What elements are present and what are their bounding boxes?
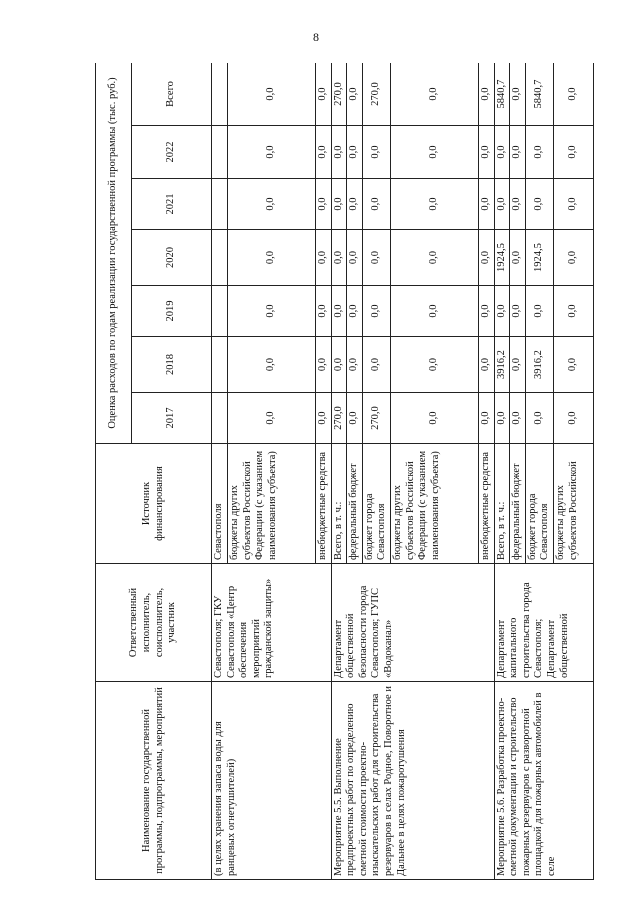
header-year: 2020 [132, 230, 212, 286]
funding-source: федеральный бюджет [510, 444, 526, 564]
total-cell: 0,0 [478, 63, 494, 126]
funding-source: бюджеты других субъектов Российской [553, 444, 593, 564]
funding-source: бюджеты других субъектов Российской Федерации (с указанием наименования субъекта) [390, 444, 478, 564]
value-cell: 0,0 [362, 286, 390, 337]
header-estimate: Оценка расходов по годам реализации государственной программы (тыс. руб.) [96, 63, 132, 444]
value-cell: 0,0 [525, 286, 553, 337]
value-cell: 0,0 [228, 230, 316, 286]
value-cell: 0,0 [478, 179, 494, 230]
value-cell: 0,0 [525, 393, 553, 444]
value-cell [212, 230, 228, 286]
value-cell: 0,0 [553, 337, 593, 393]
value-cell: 0,0 [390, 337, 478, 393]
total-cell: 0,0 [390, 63, 478, 126]
total-cell: 0,0 [316, 63, 332, 126]
value-cell: 1924,5 [525, 230, 553, 286]
value-cell: 0,0 [553, 286, 593, 337]
header-name: Наименование государственной программы, подпрограммы, мероприятий [96, 682, 212, 880]
value-cell: 0,0 [390, 286, 478, 337]
value-cell: 3916,2 [525, 337, 553, 393]
value-cell: 0,0 [228, 179, 316, 230]
value-cell [212, 179, 228, 230]
header-executor: Ответственный исполнитель, соисполнитель, участник [96, 564, 212, 682]
funding-source: Всего, в т. ч.: [494, 444, 510, 564]
value-cell: 0,0 [228, 286, 316, 337]
value-cell: 0,0 [347, 286, 363, 337]
value-cell: 270,0 [331, 393, 347, 444]
value-cell: 0,0 [362, 126, 390, 179]
value-cell: 0,0 [553, 179, 593, 230]
value-cell: 0,0 [510, 286, 526, 337]
value-cell: 0,0 [390, 179, 478, 230]
value-cell: 0,0 [331, 337, 347, 393]
value-cell: 0,0 [525, 179, 553, 230]
funding-source: внебюджетные средства [478, 444, 494, 564]
value-cell: 0,0 [390, 126, 478, 179]
total-cell: 0,0 [553, 63, 593, 126]
value-cell: 0,0 [510, 337, 526, 393]
value-cell: 0,0 [331, 286, 347, 337]
header-year: 2021 [132, 179, 212, 230]
rotated-table-region [95, 63, 620, 880]
activity-executor: Севастополя; ГКУ Севастополя «Центр обеспечения мероприятий гражданской защиты» [212, 564, 332, 682]
value-cell: 0,0 [510, 126, 526, 179]
value-cell: 0,0 [553, 230, 593, 286]
header-year: 2017 [132, 393, 212, 444]
value-cell: 0,0 [316, 179, 332, 230]
value-cell: 0,0 [478, 393, 494, 444]
value-cell: 0,0 [228, 126, 316, 179]
value-cell: 0,0 [228, 337, 316, 393]
activity-name: Мероприятие 5.6. Разработка проектно-сметной документации и строительство пожарных резервуаров с разворотной площадкой для пожарных автомобилей в селе [494, 682, 593, 880]
value-cell: 0,0 [362, 230, 390, 286]
total-cell: 0,0 [347, 63, 363, 126]
total-cell: 270,0 [362, 63, 390, 126]
value-cell [212, 393, 228, 444]
funding-source: федеральный бюджет [347, 444, 363, 564]
value-cell [212, 286, 228, 337]
value-cell: 0,0 [316, 286, 332, 337]
value-cell: 0,0 [347, 393, 363, 444]
value-cell: 0,0 [347, 230, 363, 286]
value-cell [212, 126, 228, 179]
total-cell: 270,0 [331, 63, 347, 126]
value-cell: 0,0 [494, 179, 510, 230]
value-cell: 0,0 [390, 230, 478, 286]
value-cell: 0,0 [390, 393, 478, 444]
value-cell: 0,0 [316, 230, 332, 286]
value-cell: 0,0 [510, 230, 526, 286]
value-cell: 0,0 [362, 337, 390, 393]
funding-source: Всего, в т. ч.: [331, 444, 347, 564]
value-cell: 0,0 [525, 126, 553, 179]
funding-source: внебюджетные средства [316, 444, 332, 564]
funding-source: Севастополя [212, 444, 228, 564]
total-cell: 0,0 [510, 63, 526, 126]
rotated-table-canvas [95, 63, 620, 880]
funding-source: бюджет города Севастополя [362, 444, 390, 564]
header-year: 2022 [132, 126, 212, 179]
funding-source: бюджеты других субъектов Российской Федерации (с указанием наименования субъекта) [228, 444, 316, 564]
value-cell: 0,0 [316, 337, 332, 393]
value-cell: 0,0 [553, 393, 593, 444]
value-cell: 0,0 [478, 286, 494, 337]
value-cell: 0,0 [494, 126, 510, 179]
value-cell: 1924,5 [494, 230, 510, 286]
value-cell: 0,0 [316, 126, 332, 179]
activity-name: Мероприятие 5.5. Выполнение предпроектных работ по определению сметной стоимости проектно-изыскательских работ для строительства резервуаров в селах Родное, Поворотное и Дальнее в целях пожаротушения [331, 682, 494, 880]
value-cell: 0,0 [347, 126, 363, 179]
program-expenses-table [95, 63, 594, 880]
header-source: Источник финансирования [96, 444, 212, 564]
value-cell: 0,0 [347, 337, 363, 393]
activity-executor: Департамент капитального строительства города Севастополя; Департамент общественной [494, 564, 593, 682]
value-cell: 0,0 [316, 393, 332, 444]
total-cell [212, 63, 228, 126]
total-cell: 5840,7 [525, 63, 553, 126]
value-cell [212, 337, 228, 393]
value-cell: 0,0 [478, 230, 494, 286]
value-cell: 0,0 [347, 179, 363, 230]
header-total: Всего [132, 63, 212, 126]
value-cell: 0,0 [478, 126, 494, 179]
activity-executor: Департамент общественной безопасности города Севастополя; ГУПС «Водоканал» [331, 564, 494, 682]
activity-name: (в целях хранения запаса воды для ранцевых огнетушителей) [212, 682, 332, 880]
value-cell: 3916,2 [494, 337, 510, 393]
value-cell: 0,0 [478, 337, 494, 393]
value-cell: 0,0 [331, 230, 347, 286]
total-cell: 5840,7 [494, 63, 510, 126]
value-cell: 0,0 [510, 393, 526, 444]
value-cell: 270,0 [362, 393, 390, 444]
header-year: 2019 [132, 286, 212, 337]
value-cell: 0,0 [494, 393, 510, 444]
total-cell: 0,0 [228, 63, 316, 126]
page-number: 8 [313, 30, 319, 44]
value-cell: 0,0 [362, 179, 390, 230]
value-cell: 0,0 [331, 126, 347, 179]
value-cell: 0,0 [553, 126, 593, 179]
value-cell: 0,0 [510, 179, 526, 230]
funding-source: бюджет города Севастополя [525, 444, 553, 564]
value-cell: 0,0 [494, 286, 510, 337]
header-year: 2018 [132, 337, 212, 393]
value-cell: 0,0 [331, 179, 347, 230]
value-cell: 0,0 [228, 393, 316, 444]
